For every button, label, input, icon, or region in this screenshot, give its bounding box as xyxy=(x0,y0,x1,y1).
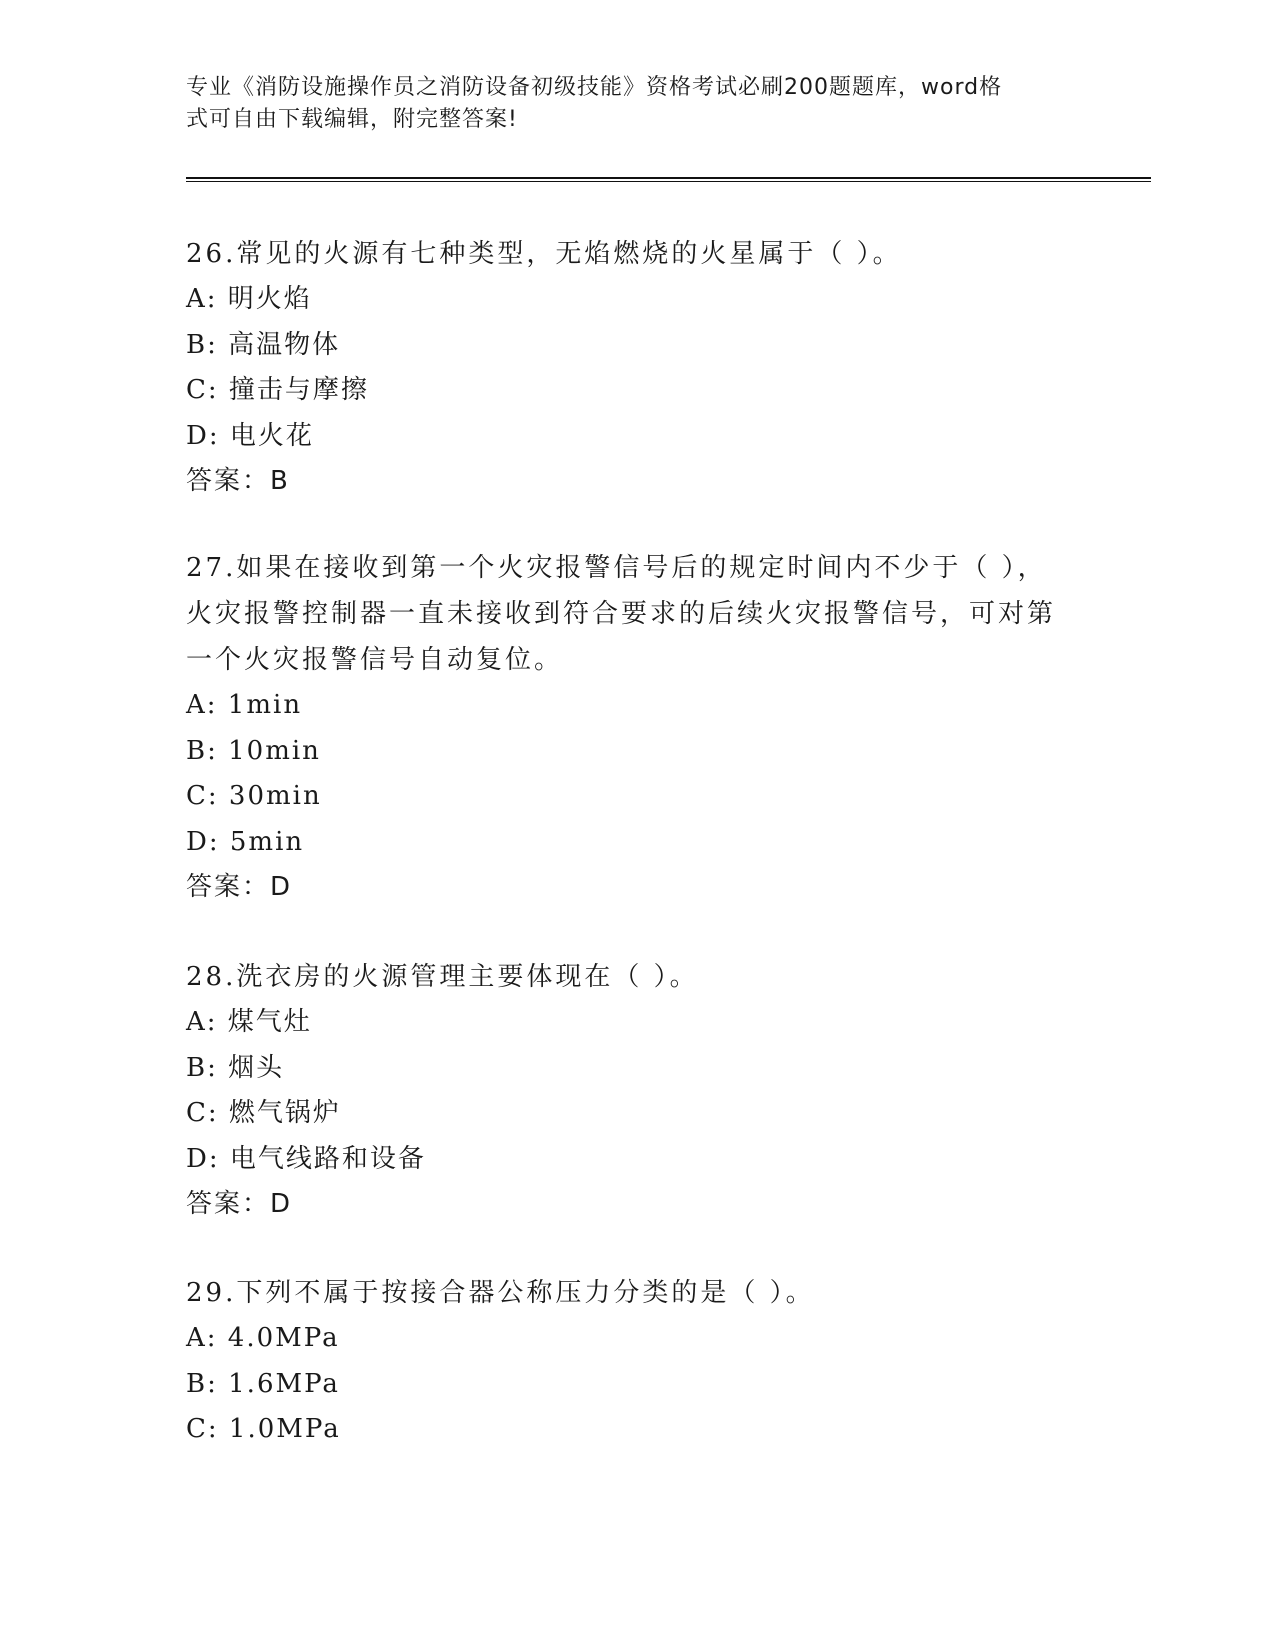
question-28 xyxy=(186,954,1066,1227)
question-stem-line-2: 火灾报警控制器一直未接收到符合要求的后续火灾报警信号，可对第 xyxy=(186,599,1057,629)
option-a: A: 4.0MPa xyxy=(186,1323,340,1353)
header-divider-top xyxy=(186,177,1151,179)
header-divider-bottom xyxy=(186,181,1151,182)
question-stem: 29.下列不属于按接合器公称压力分类的是（ ）。 xyxy=(186,1278,815,1308)
answer: 答案：D xyxy=(186,1189,293,1219)
question-stem-line-1: 27.如果在接收到第一个火灾报警信号后的规定时间内不少于（ ）， xyxy=(186,553,1047,583)
header-line-2: 式可自由下载编辑，附完整答案! xyxy=(186,107,518,132)
option-a: A: 1min xyxy=(186,690,303,720)
answer: 答案：B xyxy=(186,466,290,496)
option-c: C: 燃气锅炉 xyxy=(186,1098,341,1128)
question-27 xyxy=(186,545,1066,910)
option-b: B: 烟头 xyxy=(186,1052,285,1083)
option-a: A: 明火焰 xyxy=(186,284,312,314)
option-c: C: 1.0MPa xyxy=(186,1414,341,1444)
question-stem: 28.洗衣房的火源管理主要体现在（ ）。 xyxy=(186,962,699,992)
question-stem: 26.常见的火源有七种类型，无焰燃烧的火星属于（ ）。 xyxy=(186,239,902,269)
option-d: D: 电气线路和设备 xyxy=(186,1143,426,1174)
question-29 xyxy=(186,1270,1066,1453)
question-stem-line-3: 一个火灾报警信号自动复位。 xyxy=(186,645,564,675)
option-b: B: 10min xyxy=(186,735,321,766)
option-c: C: 撞击与摩擦 xyxy=(186,375,369,405)
option-d: D: 电火花 xyxy=(186,420,314,451)
option-b: B: 高温物体 xyxy=(186,329,341,360)
document-header xyxy=(186,72,1066,136)
option-b: B: 1.6MPa xyxy=(186,1368,340,1399)
question-26 xyxy=(186,231,1066,504)
option-a: A: 煤气灶 xyxy=(186,1007,312,1037)
header-line-1: 专业《消防设施操作员之消防设备初级技能》资格考试必刷200题题库，word格 xyxy=(186,75,1003,100)
option-d: D: 5min xyxy=(186,826,305,857)
answer: 答案：D xyxy=(186,872,293,902)
option-c: C: 30min xyxy=(186,781,322,811)
